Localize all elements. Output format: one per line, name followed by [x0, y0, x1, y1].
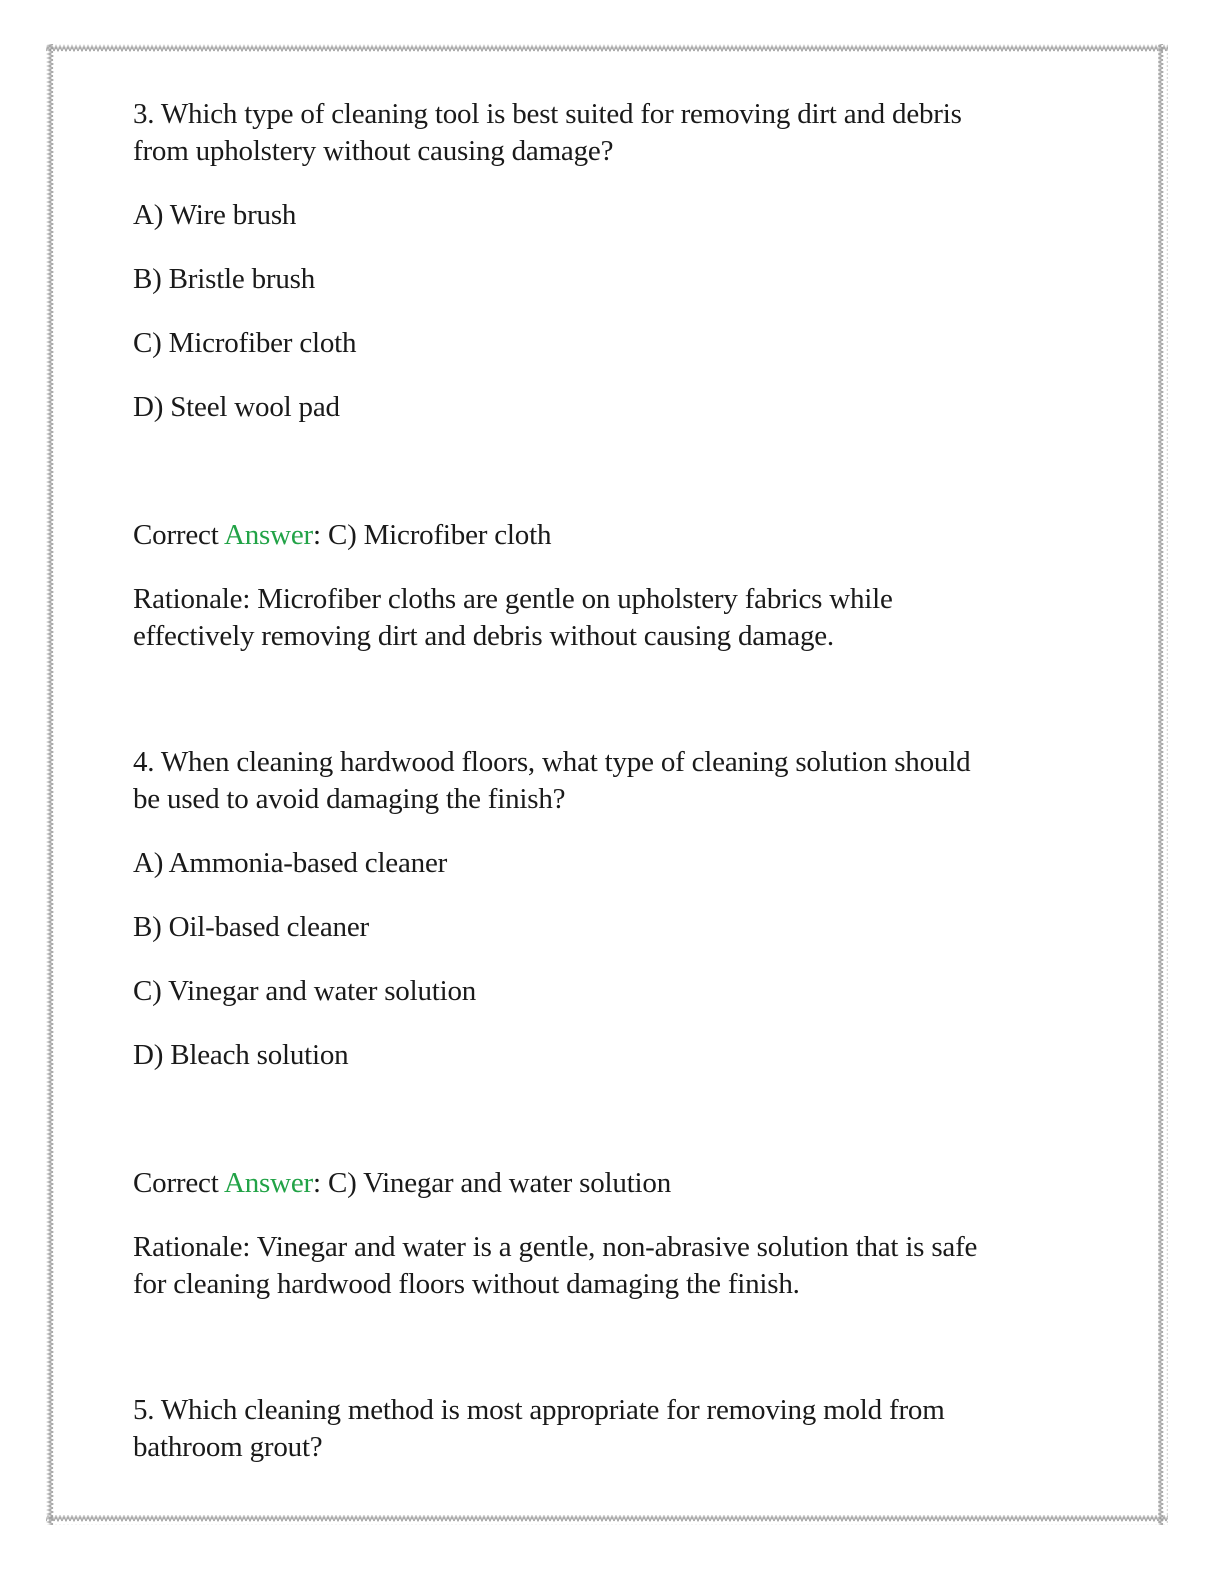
- answer-highlight: Answer: [224, 519, 314, 551]
- question-5-line-1: 5. Which cleaning method is most appropriate for removing mold from: [133, 1394, 945, 1426]
- answer-value: : C) Vinegar and water solution: [313, 1167, 672, 1199]
- question-4-option-a: A) Ammonia-based cleaner: [133, 847, 448, 879]
- question-3-rationale-line-1: Rationale: Microfiber cloths are gentle on upholstery fabrics while: [133, 583, 893, 615]
- answer-value: : C) Microfiber cloth: [313, 519, 552, 551]
- question-3-line-2: from upholstery without causing damage?: [133, 135, 614, 167]
- question-4-line-2: be used to avoid damaging the finish?: [133, 783, 566, 815]
- question-5-line-2: bathroom grout?: [133, 1431, 323, 1463]
- question-3-option-d: D) Steel wool pad: [133, 391, 340, 423]
- question-4-correct-answer: [133, 1165, 671, 1202]
- question-4-option-c: C) Vinegar and water solution: [133, 975, 477, 1007]
- question-3-correct-answer: [133, 517, 551, 554]
- answer-highlight: Answer: [224, 1167, 314, 1199]
- answer-prefix: Correct: [133, 519, 225, 551]
- question-4-option-b: B) Oil-based cleaner: [133, 911, 369, 943]
- question-3-line-1: 3. Which type of cleaning tool is best suited for removing dirt and debris: [133, 98, 962, 130]
- question-3-option-a: A) Wire brush: [133, 199, 297, 231]
- question-3-option-b: B) Bristle brush: [133, 263, 316, 295]
- question-4-line-1: 4. When cleaning hardwood floors, what type of cleaning solution should: [133, 746, 971, 778]
- question-3-option-c: C) Microfiber cloth: [133, 327, 357, 359]
- question-4-rationale-line-1: Rationale: Vinegar and water is a gentle, non-abrasive solution that is safe: [133, 1231, 978, 1263]
- answer-prefix: Correct: [133, 1167, 225, 1199]
- question-4-option-d: D) Bleach solution: [133, 1039, 349, 1071]
- question-4-rationale-line-2: for cleaning hardwood floors without damaging the finish.: [133, 1268, 800, 1300]
- question-3-rationale-line-2: effectively removing dirt and debris without causing damage.: [133, 620, 834, 652]
